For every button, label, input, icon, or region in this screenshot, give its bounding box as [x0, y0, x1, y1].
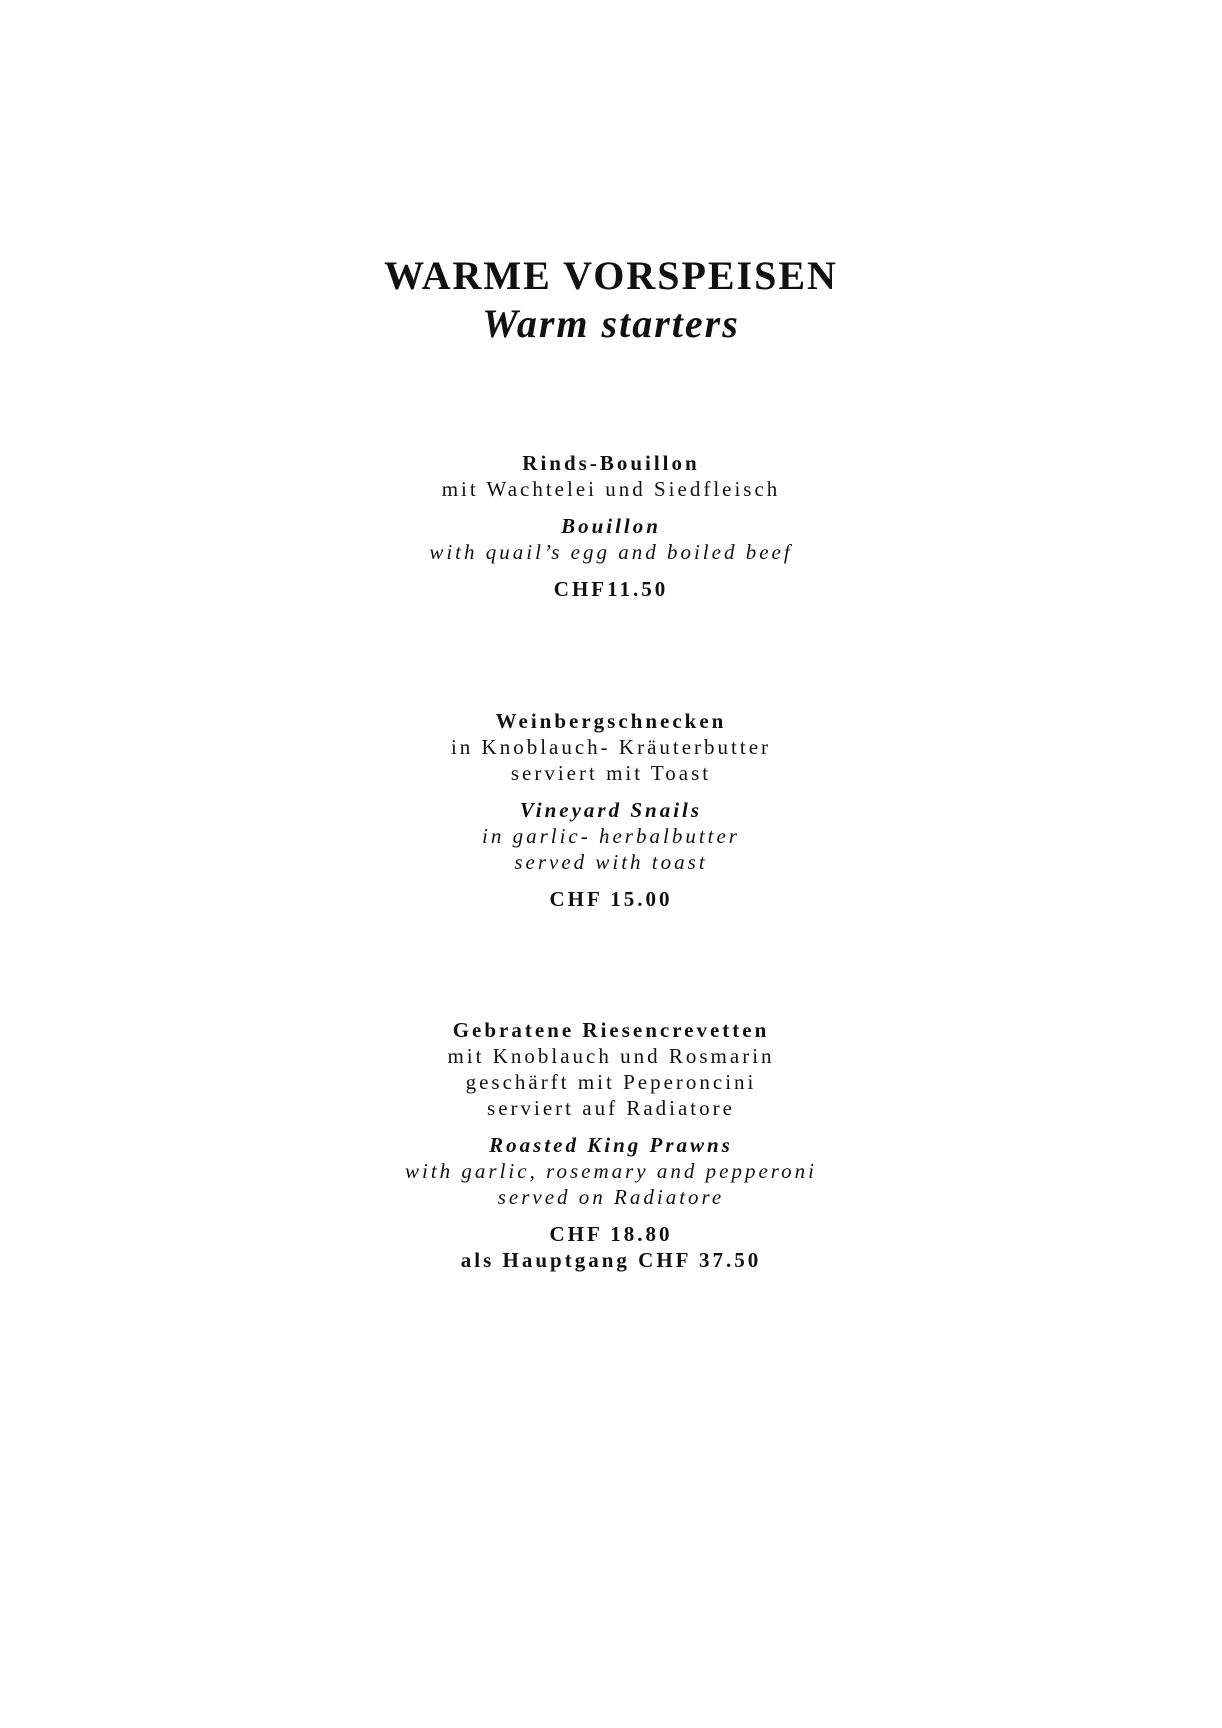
dish-description-de: serviert mit Toast [510, 761, 712, 785]
dish-description-de: serviert auf Radiatore [487, 1096, 735, 1120]
dish-price: CHF11.50 [553, 577, 669, 601]
dish-name-en: Bouillon [561, 514, 661, 538]
dish-description-en: with quail’s egg and boiled beef [429, 540, 793, 564]
dish-price: CHF 18.80 [549, 1222, 673, 1246]
dish-description-de: geschärft mit Peperoncini [465, 1070, 757, 1094]
dish-name-de: Gebratene Riesencrevetten [452, 1018, 770, 1042]
dish-description-en: served with toast [514, 850, 708, 874]
page-title: WARME VORSPEISEN [384, 253, 838, 298]
dish-price-main-course: als Hauptgang CHF 37.50 [460, 1248, 762, 1272]
page-subtitle: Warm starters [482, 301, 740, 346]
dish-description-en: with garlic, rosemary and pepperoni [404, 1159, 817, 1183]
menu-item-king-prawns [0, 1017, 1222, 1273]
menu-item-bouillon [0, 450, 1222, 602]
menu-item-snails [0, 708, 1222, 912]
dish-name-en: Vineyard Snails [519, 798, 703, 822]
dish-description-en: served on Radiatore [497, 1185, 725, 1209]
dish-price: CHF 15.00 [549, 887, 673, 911]
dish-description-en: in garlic- herbalbutter [482, 824, 740, 848]
dish-description-de: mit Knoblauch und Rosmarin [447, 1044, 775, 1068]
dish-name-en: Roasted King Prawns [489, 1133, 733, 1157]
dish-name-de: Weinbergschnecken [495, 709, 727, 733]
dish-name-de: Rinds-Bouillon [522, 451, 700, 475]
dish-description-de: mit Wachtelei und Siedfleisch [441, 477, 781, 501]
dish-description-de: in Knoblauch- Kräuterbutter [450, 735, 772, 759]
